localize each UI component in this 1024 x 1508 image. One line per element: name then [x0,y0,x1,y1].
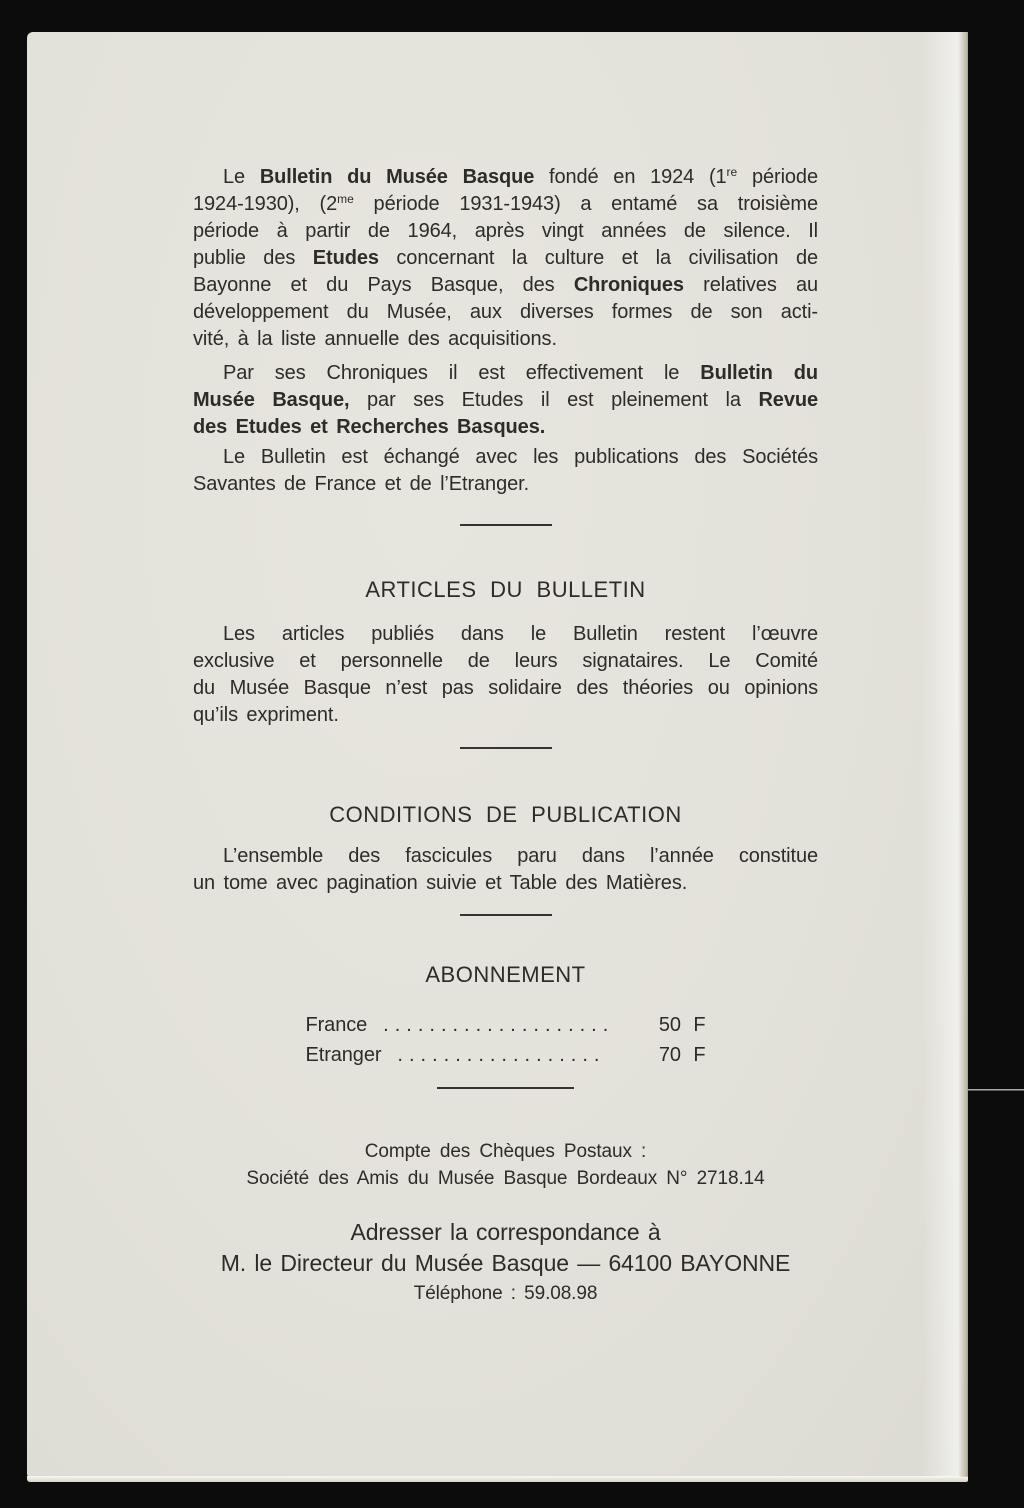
scanned-page [27,32,968,1477]
section-divider [460,747,552,749]
paragraph-articles: Les articles publiés dans le Bulletin restent l’œuvre exclusive et personnelle de leurs signataires. Le Comité du Musée Basque n’est pas solidaire des théories ou opinions qu’ils expriment. [193,623,818,726]
heading-conditions-de-publication: CONDITIONS DE PUBLICATION [329,802,682,827]
correspondence-block [193,1217,818,1279]
heading-abonnement: ABONNEMENT [425,962,586,987]
section-divider [460,524,552,526]
correspondence-intro: Adresser la correspondance à [350,1219,661,1245]
paragraph-intro: Le Bulletin du Musée Basque fondé en 1924 (1re période 1924-1930), ($2^{me}$ période 1931-1943) a entamé sa troisième période à partir de 1964, après vingt années de silence. Il publie des Etudes concernant la culture et la civilisation de Bayonne et du Pays Basque, des Chroniques relatives au développement du Musée, aux diverses formes de son acti- vité, à la liste annuelle des acquisitions. [193,165,819,350]
phone-number: Téléphone : 59.08.98 [413,1283,598,1304]
postal-account-number: Société des Amis du Musée Basque Bordeaux N° 2718.14 [246,1168,765,1189]
page-bottom-edge [27,1476,968,1482]
postal-account-title: Compte des Chèques Postaux : [364,1141,647,1162]
paragraph-echange: Le Bulletin est échangé avec les publications des Sociétés Savantes de France et de l’Etranger. [193,446,818,495]
dot-leader: .................. [397,1044,606,1066]
dot-leader: .................... [383,1014,615,1036]
section-divider [460,914,552,916]
subscription-country: Etranger [305,1044,382,1066]
correspondence-address: M. le Directeur du Musée Basque — 64100 BAYONNE [220,1250,791,1276]
adjacent-page-edge [968,31,1024,1480]
paragraph-chroniques: Par ses Chroniques il est effectivement le Bulletin du Musée Basque, par ses Etudes il est pleinement la Revue des Etudes et Recherches Basques. [193,362,818,438]
subscription-country: France [305,1014,368,1036]
subscription-row-france [306,1010,706,1040]
section-divider [437,1087,574,1089]
page-crease [968,1089,1024,1091]
heading-articles-du-bulletin: ARTICLES DU BULLETIN [365,577,646,602]
page-content [193,32,818,1307]
subscription-row-etranger [306,1040,706,1070]
subscription-table [306,1010,706,1070]
postal-account-block [193,1138,818,1192]
subscription-price: 70 F [658,1044,706,1066]
subscription-price: 50 F [658,1014,706,1036]
paragraph-conditions: L’ensemble des fascicules paru dans l’année constitue un tome avec pagination suivie et Table des Matières. [193,845,818,894]
